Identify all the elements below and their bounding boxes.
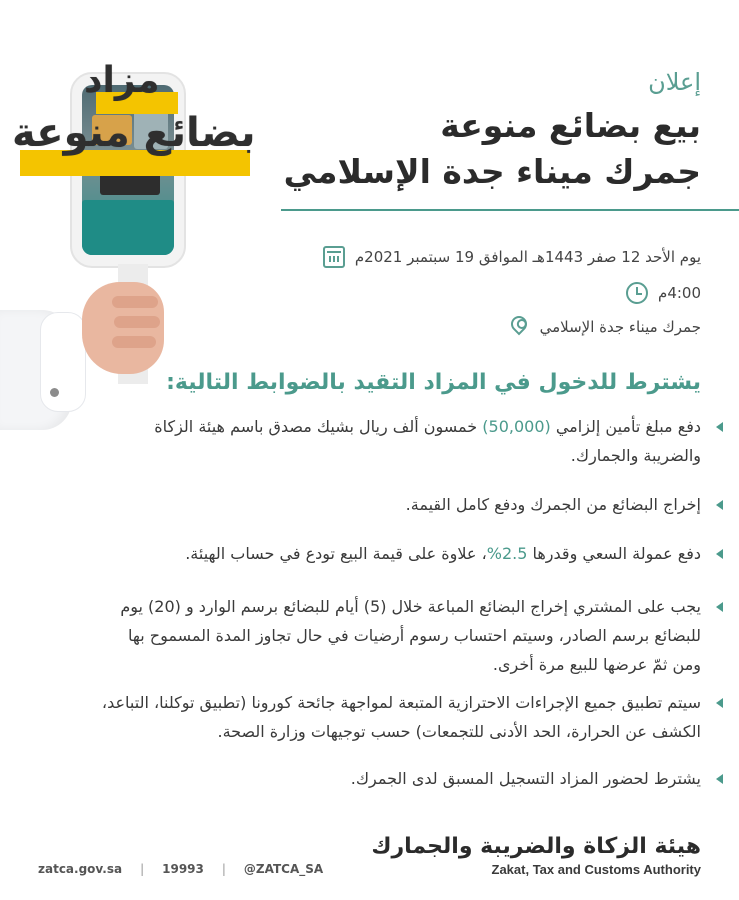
website-link[interactable]: zatca.gov.sa xyxy=(38,862,123,876)
announcement-label: إعلان xyxy=(648,68,701,96)
time-text: 4:00م xyxy=(658,284,701,302)
triangle-bullet-icon xyxy=(716,422,723,432)
triangle-bullet-icon xyxy=(716,500,723,510)
separator: | xyxy=(221,862,226,876)
condition-item-pickup-period: يجب على المشتري إخراج البضائع المباعة خلال (5) أيام للبضائع برسم الوارد و (20) يوم للبضائع برسم الصادر، وسيتم احتساب رسوم أرضيات في حال تجاوز المدة المسموح بها ومن ثمّ عرضها للبيع مرة أخرى. xyxy=(101,592,701,679)
location-row xyxy=(508,316,701,337)
org-logo-english: Zakat, Tax and Customs Authority xyxy=(491,862,701,877)
triangle-bullet-icon xyxy=(716,698,723,708)
triangle-bullet-icon xyxy=(716,774,723,784)
condition-item-registration: يشترط لحضور المزاد التسجيل المسبق لدى الجمرك. xyxy=(101,764,701,793)
condition-item-deposit: دفع مبلغ تأمين إلزامي (50,000) خمسون ألف ريال بشيك مصدق باسم هيئة الزكاة والضريبة والجمارك. xyxy=(101,412,701,470)
auction-paddle-illustration xyxy=(0,50,280,390)
hand xyxy=(82,282,164,374)
footer-contacts xyxy=(38,862,323,876)
paddle-title-line2: بضائع منوعة xyxy=(12,110,256,156)
triangle-bullet-icon xyxy=(716,549,723,559)
condition-item-removal: إخراج البضائع من الجمرك ودفع كامل القيمة. xyxy=(101,490,701,519)
org-logo-arabic: هيئة الزكاة والضريبة والجمارك xyxy=(371,834,701,859)
header-divider xyxy=(281,209,739,211)
separator: | xyxy=(140,862,145,876)
clock-icon xyxy=(626,282,648,304)
page-subtitle: جمرك ميناء جدة الإسلامي xyxy=(283,152,701,191)
location-text: جمرك ميناء جدة الإسلامي xyxy=(539,317,701,336)
triangle-bullet-icon xyxy=(716,602,723,612)
condition-item-commission: دفع عمولة السعي وقدرها 2.5%، علاوة على قيمة البيع تودع في حساب الهيئة. xyxy=(101,539,701,568)
phone-number: 19993 xyxy=(162,862,204,876)
time-row xyxy=(626,282,701,304)
condition-item-covid: سيتم تطبيق جميع الإجراءات الاحترازية المتبعة لمواجهة جائحة كورونا (تطبيق توكلنا، التباعد، الكشف عن الحرارة، الحد الأدنى للتجمعات) حسب توجيهات وزارة الصحة. xyxy=(101,688,701,746)
conditions-heading: يشترط للدخول في المزاد التقيد بالضوابط التالية: xyxy=(166,370,701,395)
page-title: بيع بضائع منوعة xyxy=(440,106,701,145)
social-handle[interactable]: @ZATCA_SA xyxy=(243,862,324,876)
cufflink xyxy=(50,388,59,397)
date-text: يوم الأحد 12 صفر 1443هـ الموافق 19 سبتمبر 2021م xyxy=(354,248,701,266)
location-pin-icon xyxy=(507,313,530,336)
date-row xyxy=(323,246,701,268)
shirt-cuff xyxy=(40,312,86,412)
calendar-icon xyxy=(323,246,345,268)
paddle-title-line1: مزاد xyxy=(84,60,160,101)
